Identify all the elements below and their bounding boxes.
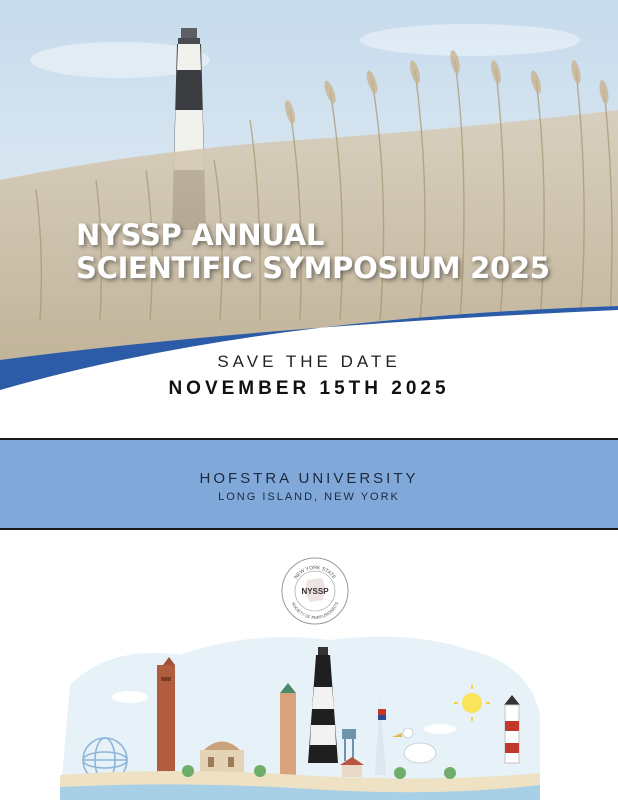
title-line-1: NYSSP ANNUAL bbox=[76, 218, 325, 252]
venue-band bbox=[0, 438, 618, 530]
tan-tower-icon bbox=[280, 683, 296, 783]
venue-location: LONG ISLAND, NEW YORK bbox=[218, 491, 400, 503]
seal-arc-top: NEW YORK STATE bbox=[293, 564, 337, 581]
brick-tower-icon bbox=[157, 657, 175, 773]
small-lighthouse-icon bbox=[504, 695, 520, 763]
venue-name: HOFSTRA UNIVERSITY bbox=[199, 470, 419, 487]
seal-arc-bottom: SOCIETY OF PERFUSIONISTS bbox=[290, 601, 340, 621]
seal-center-text: NYSSP bbox=[301, 587, 329, 596]
event-date: NOVEMBER 15TH 2025 bbox=[168, 378, 450, 399]
page-title bbox=[76, 219, 550, 285]
nyssp-seal-logo bbox=[280, 556, 350, 626]
long-island-skyline-illustration bbox=[50, 625, 550, 800]
title-line-2: SCIENTIFIC SYMPOSIUM 2025 bbox=[76, 251, 550, 285]
save-the-date-label: SAVE THE DATE bbox=[217, 352, 401, 371]
